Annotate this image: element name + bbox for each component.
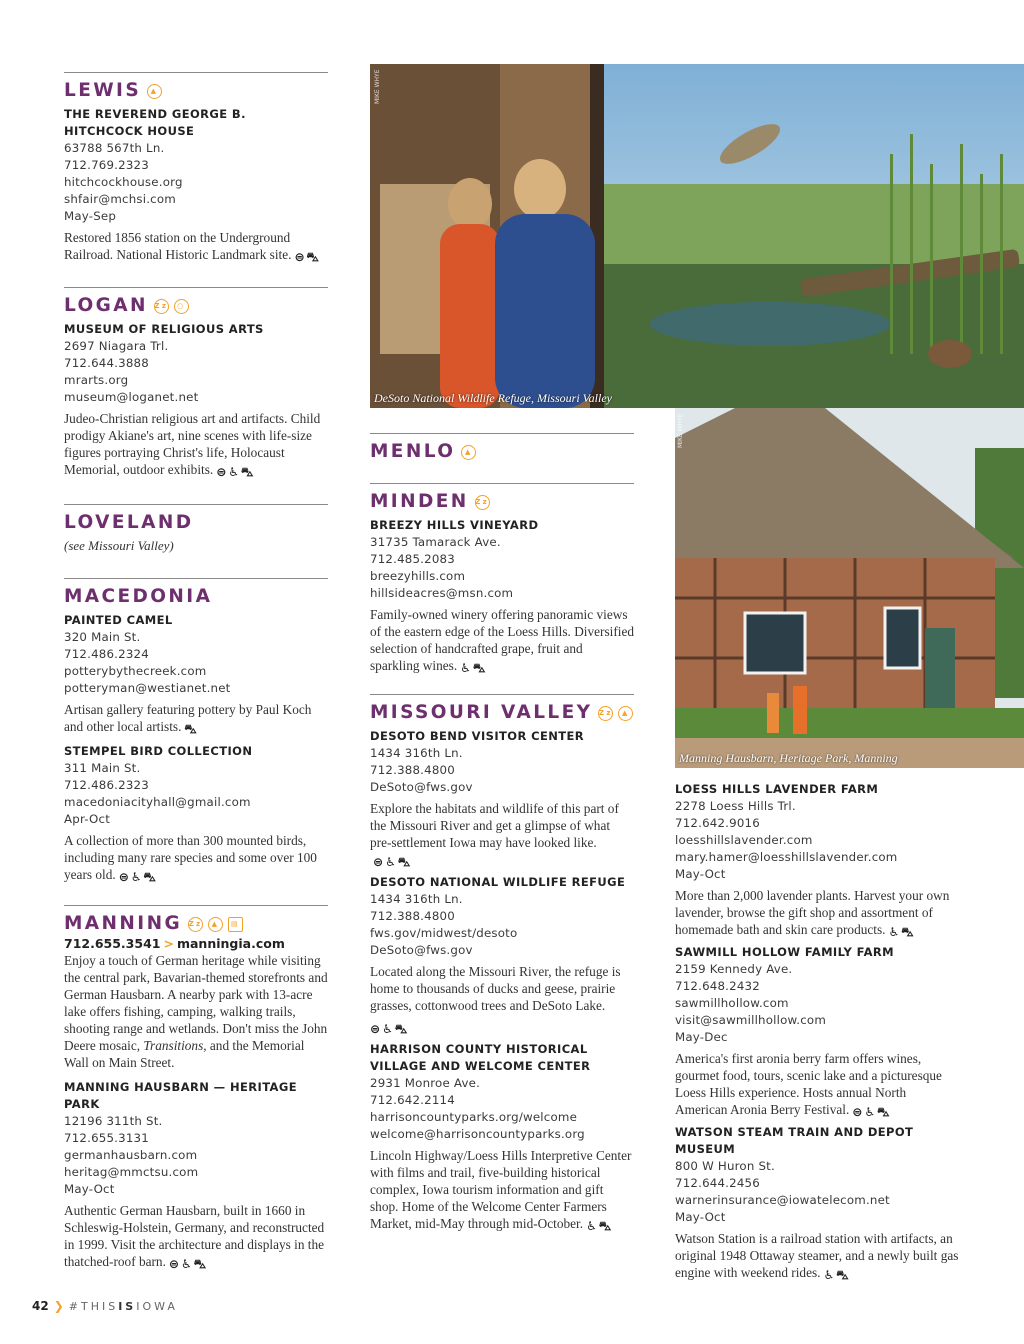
amenity-icons (823, 1269, 848, 1281)
listing-description: Restored 1856 station on the Underground Railroad. National Historic Landmark site. ⊜ ⛍ (64, 230, 319, 264)
amenity-icons (852, 1106, 889, 1118)
photo-caption: DeSoto National Wildlife Refuge, Missouri Valley (374, 391, 612, 405)
listing-address: 2278 Loess Hills Trl. (675, 799, 796, 813)
town-heading: LOVELAND (64, 512, 194, 533)
listing-phone: 712.388.4800 (370, 909, 455, 923)
accessible-icon: ♿ (180, 1257, 192, 1271)
listing (64, 106, 328, 263)
listing-name: MUSEUM OF RELIGIOUS ARTS (64, 322, 264, 336)
accessible-icon: ♿ (385, 855, 396, 869)
bus-icon: ⛍ (193, 1257, 207, 1271)
amenity-icons (586, 1220, 611, 1232)
section-logan (64, 287, 328, 478)
amenity-icons (216, 466, 253, 478)
camping-icon: ▲ (208, 917, 223, 932)
lodging-icon: Zz (475, 495, 490, 510)
section-missouri-valley (370, 694, 634, 1232)
camping-icon: ▲ (147, 84, 162, 99)
listing-email: potteryman@westianet.net (64, 681, 231, 695)
lodging-icon: Zz (598, 706, 613, 721)
listing-website: mrarts.org (64, 373, 129, 387)
accessible-icon: ♿ (586, 1219, 597, 1233)
listing (64, 321, 328, 478)
amenity-icons (888, 926, 913, 938)
listing-season: Apr-Oct (64, 812, 111, 826)
listing-description: Lincoln Highway/Loess Hills Interpretive Center with films and trail, five-building historical complex, Iowa tourism information and gift shop. Home of the Welcome Center Farmers Market, mid-May through mid-October. ♿ ⛍ (370, 1148, 632, 1233)
amenity-icons (370, 1023, 407, 1035)
listing (64, 612, 328, 735)
accessible-icon: ♿ (228, 465, 240, 479)
listing-phone: 712.648.2432 (675, 979, 760, 993)
accessible-icon: ♿ (382, 1022, 393, 1036)
page-number: 42 (32, 1299, 49, 1313)
bus-icon: ⛍ (143, 870, 156, 884)
listing-season: May-Dec (675, 1030, 728, 1044)
listing-phone: 712.388.4800 (370, 763, 455, 777)
town-heading: MANNING (64, 913, 183, 934)
listing (370, 874, 634, 1035)
listing-address: 1434 316th Ln. (370, 746, 463, 760)
amenity-icons (294, 251, 318, 263)
hausbarn-illustration (675, 408, 1024, 768)
listing-phone: 712.485.2083 (370, 552, 455, 566)
bus-icon: ⛍ (877, 1105, 890, 1119)
gift-shop-icon: ⊜ (216, 465, 227, 479)
town-heading: LEWIS (64, 80, 142, 101)
listing-name: THE REVEREND GEORGE B. HITCHCOCK HOUSE (64, 107, 246, 138)
listing-season: May-Oct (675, 867, 726, 881)
lodging-icon: Zz (154, 299, 169, 314)
amenity-icons (119, 871, 156, 883)
listing-season: May-Sep (64, 209, 117, 223)
accessible-icon: ♿ (460, 661, 471, 675)
accessible-icon: ♿ (864, 1105, 876, 1119)
listing-name: PAINTED CAMEL (64, 613, 173, 627)
listing-name: HARRISON COUNTY HISTORICAL VILLAGE AND WELCOME CENTER (370, 1042, 591, 1073)
section-manning (64, 905, 328, 1270)
town-phone: 712.655.3541 (64, 936, 161, 951)
listing-description: Located along the Missouri River, the refuge is home to thousands of ducks and geese, prairie grasses, cottonwood trees and DeSoto Lake. (370, 964, 621, 1013)
listing-email: DeSoto@fws.gov (370, 780, 473, 794)
listing-address: 31735 Tamarack Ave. (370, 535, 501, 549)
listing-email: macedoniacityhall@gmail.com (64, 795, 251, 809)
listing-address: 2697 Niagara Trl. (64, 339, 169, 353)
bus-icon: ⛍ (836, 1268, 849, 1282)
amenity-icons (373, 856, 410, 868)
town-heading: LOGAN (64, 295, 148, 316)
photo-desoto-refuge (370, 64, 1024, 408)
listing-email: shfair@mchsi.com (64, 192, 176, 206)
listing (64, 743, 328, 883)
town-heading: MISSOURI VALLEY (370, 702, 593, 723)
page-footer (32, 1299, 178, 1313)
listing-address: 12196 311th St. (64, 1114, 163, 1128)
column-left (64, 72, 328, 1275)
column-middle (370, 433, 634, 1237)
listing-website: hitchcockhouse.org (64, 175, 183, 189)
listing-website: breezyhills.com (370, 569, 466, 583)
bus-icon: ⛍ (598, 1219, 612, 1233)
gift-shop-icon: ⊜ (168, 1257, 179, 1271)
accessible-icon: ♿ (823, 1268, 835, 1282)
listing-description: Explore the habitats and wildlife of this part of the Missouri River and get a glimpse of what pre-settlement Iowa may have looked like. ⊜ ♿ ⛍ (370, 801, 619, 869)
listing-description: America's first aronia berry farm offers wines, gourmet food, tours, scenic lake and a picturesque Loess Hills experience. Hosts annual North American Aronia Berry Festival. ⊜ ♿ ⛍ (675, 1051, 942, 1119)
listing-description: Watson Station is a railroad station with artifacts, an original 1948 Ottaway steamer, and a newly built gas engine with weekend rides. ♿ ⛍ (675, 1231, 959, 1282)
listing-address: 311 Main St. (64, 761, 141, 775)
listing-email: heritag@mmctsu.com (64, 1165, 199, 1179)
see-also-note: (see Missouri Valley) (64, 538, 174, 553)
listing-name: DESOTO NATIONAL WILDLIFE REFUGE (370, 875, 626, 889)
amenity-icons (169, 1258, 206, 1270)
listing-phone: 712.655.3131 (64, 1131, 149, 1145)
listing (370, 517, 634, 674)
listing-season: May-Oct (64, 1182, 115, 1196)
photo-credit: MIKE WHYE (374, 69, 381, 104)
bus-icon: ⛍ (306, 250, 319, 264)
listing-description: Family-owned winery offering panoramic views of the eastern edge of the Loess Hills. Diversified selection of handcrafted grape, fruit and sparkling wines. ♿ ⛍ (370, 607, 635, 675)
listing-description: Judeo-Christian religious art and artifacts. Child prodigy Akiane's art, nine scenes with life-size figures portraying Christ's life, Holocaust Memorial, outdoor exhibits. ⊜ ♿ ⛍ (64, 411, 321, 479)
listing-website: fws.gov/midwest/desoto (370, 926, 518, 940)
listing (370, 728, 634, 868)
town-contact (64, 935, 328, 952)
photo-manning-hausbarn (675, 408, 1024, 768)
listing (675, 781, 960, 938)
listing-website: potterybythecreek.com (64, 664, 207, 678)
listing-email: museum@loganet.net (64, 390, 199, 404)
listing-phone: 712.642.9016 (675, 816, 760, 830)
beer-icon: ▤ (228, 917, 243, 932)
town-heading: MACEDONIA (64, 586, 213, 607)
camping-icon: ▲ (461, 445, 476, 460)
bus-icon: ⛍ (472, 661, 486, 675)
amenity-row (370, 1018, 634, 1035)
listing-email: hillsideacres@msn.com (370, 586, 514, 600)
town-intro: Enjoy a touch of German heritage while visiting the central park, Bavarian-themed storefronts and German Hausbarn. A nearby park with 13-acre lake offers fishing, camping, walking trails, shooting range and wetlands. Don't miss the John Deere mosaic, Transitions, and the Memorial Wall on Main Street. (64, 953, 328, 1070)
bus-icon: ⛍ (241, 465, 254, 479)
listing-phone: 712.486.2323 (64, 778, 149, 792)
listing-phone: 712.486.2324 (64, 647, 149, 661)
section-lewis (64, 72, 328, 263)
photo-caption: Manning Hausbarn, Heritage Park, Manning (679, 751, 898, 765)
bus-icon: ⛍ (184, 722, 197, 736)
listing-name: BREEZY HILLS VINEYARD (370, 518, 539, 532)
gift-shop-icon: ⊜ (852, 1105, 863, 1119)
hashtag: #THISISIOWA (68, 1299, 178, 1313)
chevron-right-icon: ❯ (53, 1299, 64, 1313)
photo-credit: MIKE WHYE (677, 413, 684, 448)
gift-shop-icon: ⊜ (373, 855, 384, 869)
listing-name: SAWMILL HOLLOW FAMILY FARM (675, 945, 895, 959)
chevron-right-icon: > (163, 936, 174, 951)
listing-website: sawmillhollow.com (675, 996, 789, 1010)
listing-website: germanhausbarn.com (64, 1148, 198, 1162)
listing-name: WATSON STEAM TRAIN AND DEPOT MUSEUM (675, 1125, 914, 1156)
bus-icon: ⛍ (397, 855, 411, 869)
listing-name: DESOTO BEND VISITOR CENTER (370, 729, 584, 743)
listing-email: DeSoto@fws.gov (370, 943, 473, 957)
section-minden (370, 483, 634, 674)
listing-description: A collection of more than 300 mounted birds, including many rare species and some over 100 years old. ⊜ ♿ ⛍ (64, 833, 317, 884)
gift-shop-icon: ⊜ (294, 250, 305, 264)
listing-address: 320 Main St. (64, 630, 141, 644)
listing-phone: 712.642.2114 (370, 1093, 455, 1107)
gift-shop-icon: ⊜ (118, 870, 129, 884)
listing-email: welcome@harrisoncountyparks.org (370, 1127, 585, 1141)
section-menlo (370, 433, 634, 463)
listing-name: LOESS HILLS LAVENDER FARM (675, 782, 879, 796)
listing-address: 2931 Monroe Ave. (370, 1076, 481, 1090)
listing-phone: 712.644.2456 (675, 1176, 760, 1190)
listing-email: warnerinsurance@iowatelecom.net (675, 1193, 890, 1207)
listing-address: 63788 567th Ln. (64, 141, 165, 155)
listing (675, 944, 960, 1118)
listing-email: visit@sawmillhollow.com (675, 1013, 827, 1027)
camping-icon: ▲ (618, 706, 633, 721)
desoto-refuge-illustration (370, 64, 1024, 408)
listing-season: May-Oct (675, 1210, 726, 1224)
listing (370, 1041, 634, 1232)
listing-phone: 712.644.3888 (64, 356, 149, 370)
listing-website: harrisoncountyparks.org/welcome (370, 1110, 578, 1124)
listing-phone: 712.769.2323 (64, 158, 149, 172)
accessible-icon: ♿ (888, 925, 900, 939)
listing-address: 800 W Huron St. (675, 1159, 775, 1173)
amenity-icons (460, 662, 485, 674)
listing-name: MANNING HAUSBARN — HERITAGE PARK (64, 1080, 297, 1111)
accessible-icon: ♿ (130, 870, 142, 884)
listing (675, 1124, 960, 1281)
listing-description: Authentic German Hausbarn, built in 1660 in Schleswig-Holstein, Germany, and reconstructed in 1999. Visit the architecture and displays in the thatched-roof barn. ⊜ ♿ ⛍ (64, 1203, 325, 1271)
bus-icon: ⛍ (901, 925, 914, 939)
golf-icon: ○ (174, 299, 189, 314)
listing (64, 1079, 328, 1270)
section-loveland (64, 504, 328, 554)
listing-email: mary.hamer@loesshillslavender.com (675, 850, 898, 864)
town-website[interactable]: manningia.com (176, 936, 285, 951)
lodging-icon: Zz (188, 917, 203, 932)
gift-shop-icon: ⊜ (370, 1022, 381, 1036)
listing-description: Artisan gallery featuring pottery by Paul Koch and other local artists. ⛍ (64, 702, 312, 736)
bus-icon: ⛍ (394, 1022, 408, 1036)
listing-address: 2159 Kennedy Ave. (675, 962, 793, 976)
town-heading: MENLO (370, 441, 456, 462)
amenity-icons (184, 723, 196, 735)
listing-address: 1434 316th Ln. (370, 892, 463, 906)
section-macedonia (64, 578, 328, 883)
listing-name: STEMPEL BIRD COLLECTION (64, 744, 253, 758)
listing-website: loesshillslavender.com (675, 833, 813, 847)
town-heading: MINDEN (370, 491, 469, 512)
listing-description: More than 2,000 lavender plants. Harvest your own lavender, browse the gift shop and assortment of homemade bath and skin care products. ♿ ⛍ (675, 888, 950, 939)
column-right (675, 781, 960, 1286)
